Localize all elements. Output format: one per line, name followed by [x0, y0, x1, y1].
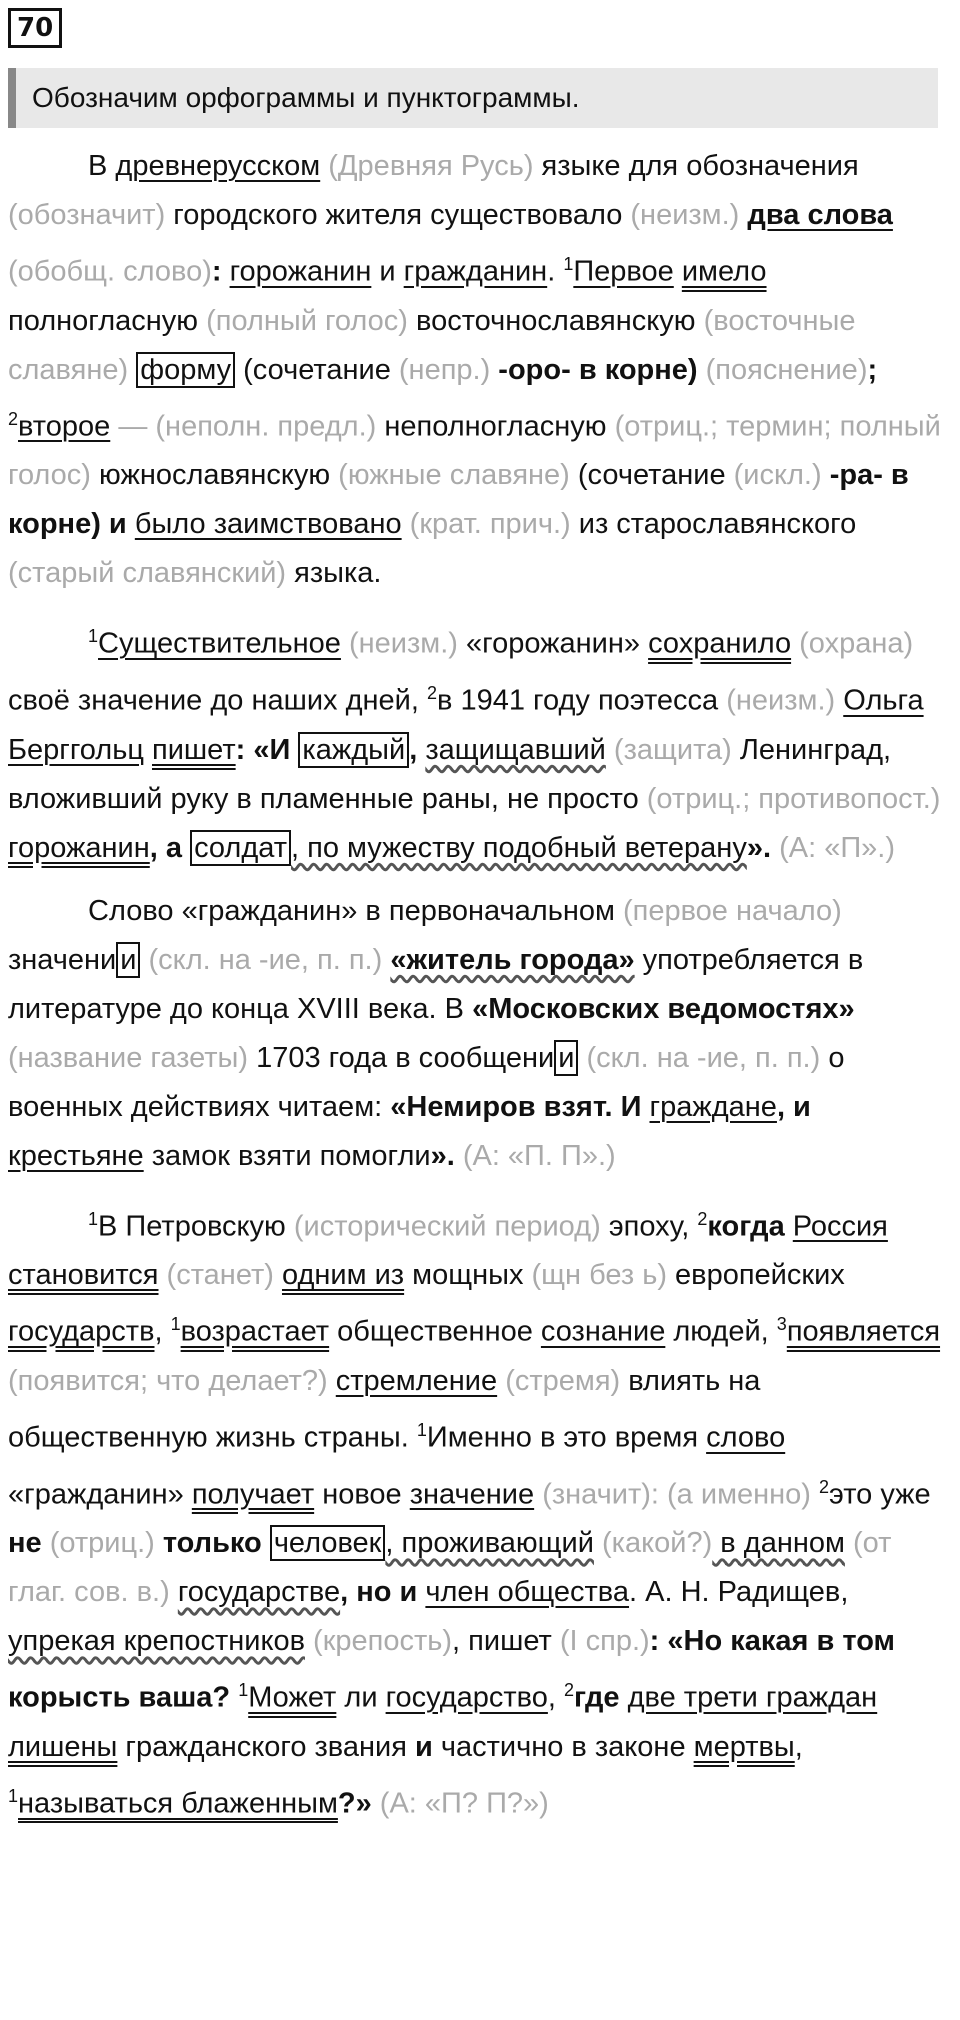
text-segment: только: [162, 1527, 270, 1560]
paragraph-3: [8, 887, 948, 1181]
text-segment: гражданин: [403, 255, 548, 288]
text-segment: две трети граждан: [627, 1681, 878, 1714]
text-segment: стремление: [335, 1364, 498, 1397]
text-segment: (охрана): [791, 627, 914, 660]
text-segment: 1: [563, 254, 574, 274]
text-segment: «горожанин»: [457, 627, 649, 660]
text-segment: (скл. на -ие, п. п.): [140, 943, 383, 976]
text-segment: употребляется в литературе до конца XVIII века. В: [8, 943, 864, 1025]
text-segment: слово: [706, 1421, 786, 1454]
text-segment: второе: [18, 410, 111, 443]
text-segment: [155, 1527, 163, 1559]
exercise-page: [8, 8, 948, 1829]
text-segment: [144, 734, 152, 766]
paragraph-4: [8, 1195, 948, 1829]
text-segment: 2: [564, 1680, 575, 1701]
text-segment: (Древняя Русь): [320, 150, 534, 182]
text-segment: частично в законе: [432, 1730, 694, 1763]
text-segment: горожанин: [8, 831, 150, 864]
text-segment: государстве: [177, 1576, 341, 1609]
text-segment: -ра- в корне): [8, 459, 909, 541]
text-segment: это уже: [829, 1478, 931, 1511]
text-segment: языке для обозначения: [533, 150, 859, 182]
text-segment: европейских: [667, 1259, 845, 1292]
text-segment: когда: [707, 1210, 793, 1243]
text-segment: (какой?): [593, 1527, 713, 1560]
text-segment: 2: [8, 408, 19, 429]
text-segment: Ленинград, вложивший руку в пламенные раны, не просто: [8, 733, 892, 815]
text-segment: (крат. прич.): [401, 508, 571, 541]
text-segment: ,: [794, 1730, 803, 1763]
text-segment: солдат: [190, 830, 291, 866]
text-segment: Существительное: [98, 627, 341, 660]
text-segment: , пишет: [452, 1625, 560, 1658]
text-segment: из старославянского: [570, 508, 857, 541]
text-segment: 3: [776, 1314, 787, 1335]
text-segment: 1: [416, 1419, 427, 1440]
text-segment: (неизм.): [726, 684, 836, 717]
text-segment: новое: [314, 1478, 410, 1511]
text-segment: пишет: [152, 733, 236, 766]
text-segment: было заимствовано: [134, 508, 402, 541]
text-segment: древнерусском: [115, 150, 321, 182]
text-segment: , а: [149, 831, 191, 864]
text-segment: (неизм.): [630, 199, 740, 231]
text-segment: неполногласную: [376, 410, 615, 443]
text-segment: (скл. на -ие, п. п.): [578, 1041, 821, 1074]
text-segment: сохранило: [648, 627, 792, 660]
text-segment: упрекая крепостников: [8, 1625, 305, 1658]
text-segment: Именно в это время: [426, 1421, 707, 1454]
text-segment: член общества: [425, 1576, 630, 1609]
text-segment: -оро- в корне): [490, 353, 698, 386]
text-segment: государство: [385, 1681, 548, 1714]
text-segment: о военных действиях читаем:: [8, 1041, 845, 1123]
text-segment: людей,: [665, 1315, 777, 1348]
text-segment: имело: [681, 255, 767, 288]
text-segment: В: [88, 150, 116, 182]
text-segment: (восточные славяне): [8, 304, 856, 386]
text-segment: каждый: [298, 732, 409, 768]
text-segment: (непр.): [398, 353, 491, 386]
exercise-number: 70: [8, 8, 62, 48]
text-segment: 2: [697, 1208, 708, 1229]
text-segment: получает: [191, 1478, 315, 1511]
text-segment: [170, 1576, 178, 1608]
text-segment: значение: [409, 1478, 535, 1511]
text-segment: (А: «П. П».): [462, 1139, 616, 1172]
text-segment: (исторический период): [293, 1210, 601, 1243]
text-segment: 1: [8, 1785, 19, 1806]
text-segment: «гражданин»: [8, 1478, 192, 1511]
text-segment: (появится; что делает?): [8, 1364, 328, 1397]
text-segment: 1: [170, 1314, 181, 1335]
text-segment: ,: [547, 1681, 564, 1714]
text-segment: (искл.): [733, 459, 822, 492]
text-segment: человек: [270, 1525, 386, 1561]
text-segment: эпоху,: [600, 1210, 698, 1243]
text-segment: Ольга Берггольц: [8, 684, 924, 766]
text-segment: полногласную: [8, 304, 207, 337]
text-segment: значени: [8, 943, 117, 976]
text-segment: 1: [88, 1208, 99, 1229]
text-segment: (пояснение): [697, 353, 868, 386]
text-segment: . А. Н. Радищев,: [629, 1576, 849, 1609]
text-segment: 1: [88, 626, 99, 647]
text-segment: ли: [336, 1681, 386, 1714]
text-segment: : «И: [235, 733, 299, 766]
text-segment: появляется: [786, 1315, 941, 1348]
text-segment: защищавший: [425, 733, 606, 766]
text-segment: (отриц.; противопост.): [646, 782, 941, 815]
text-segment: (отриц.; термин; полный голос): [8, 410, 941, 492]
text-segment: в 1941 году поэтесса: [437, 684, 727, 717]
text-segment: одним из: [281, 1259, 405, 1292]
text-segment: общественное: [329, 1315, 541, 1348]
text-segment: (А: «П? П?»): [371, 1787, 549, 1820]
text-segment: ,: [409, 733, 426, 766]
text-segment: : (а именно): [650, 1478, 820, 1511]
text-segment: и: [414, 1730, 433, 1763]
text-segment: (станет): [158, 1259, 274, 1292]
text-segment: 2: [819, 1476, 830, 1497]
text-segment: гражданского звания: [117, 1730, 415, 1763]
text-segment: Слово «гражданин» в первоначальном: [88, 894, 623, 927]
text-segment: Первое: [573, 255, 674, 288]
text-segment: и: [371, 255, 404, 288]
text-segment: (неизм.): [340, 627, 458, 660]
text-segment: городского жителя существовало: [165, 199, 631, 231]
text-segment: (первое начало): [622, 894, 842, 927]
text-segment: не: [8, 1527, 42, 1560]
text-segment: (обобщ. слово): [8, 255, 212, 288]
text-segment: граждане: [649, 1090, 777, 1123]
text-segment: и: [116, 942, 140, 978]
text-segment: возрастает: [180, 1315, 330, 1348]
text-segment: ?»: [337, 1787, 372, 1820]
text-segment: (южные славяне): [338, 459, 570, 492]
text-segment: государств: [8, 1315, 155, 1348]
text-segment: , проживающий: [385, 1527, 594, 1560]
text-segment: влиять на общественную жизнь страны.: [8, 1364, 761, 1454]
exercise-text: [8, 142, 948, 1829]
text-segment: (неполн. предл.): [155, 410, 377, 443]
text-segment: [328, 1365, 336, 1397]
text-segment: , и: [776, 1090, 811, 1123]
text-segment: , по мужеству подобный ветерану: [291, 831, 747, 864]
paragraph-1: [8, 142, 948, 598]
text-segment: становится: [8, 1259, 159, 1292]
text-segment: (стремя): [497, 1364, 621, 1397]
text-segment: [674, 256, 682, 288]
text-segment: ;: [867, 353, 878, 386]
text-segment: (сочетание: [235, 353, 399, 386]
text-segment: (защита): [605, 733, 732, 766]
text-segment: своё значение до наших дней,: [8, 684, 427, 717]
text-segment: (название газеты): [8, 1041, 249, 1074]
text-segment: (I спр.): [559, 1625, 650, 1658]
text-segment: «Московских ведомостях»: [472, 992, 855, 1025]
text-segment: где: [574, 1681, 628, 1714]
text-segment: мощных: [404, 1259, 532, 1292]
text-segment: (отриц.): [41, 1527, 155, 1560]
text-segment: ».: [746, 831, 780, 864]
text-segment: и: [554, 1040, 578, 1076]
text-segment: 2: [427, 682, 438, 703]
exercise-header: Обозначим орфограммы и пунктограммы.: [8, 68, 938, 128]
text-segment: языка.: [286, 557, 382, 590]
text-segment: лишены: [8, 1730, 118, 1763]
text-segment: (старый славянский): [8, 557, 287, 590]
text-segment: южнославянскую: [90, 459, 339, 492]
paragraph-2: [8, 612, 948, 872]
text-segment: [274, 1259, 282, 1291]
text-segment: и: [100, 508, 135, 541]
text-segment: —: [110, 410, 156, 443]
text-segment: (щн без ь): [531, 1259, 667, 1292]
text-segment: форму: [136, 352, 235, 388]
text-segment: ».: [430, 1139, 463, 1172]
text-segment: .: [547, 255, 564, 288]
text-segment: «житель города»: [390, 943, 635, 976]
text-segment: (сочетание: [569, 459, 734, 492]
text-segment: [128, 354, 136, 386]
text-segment: в данном: [712, 1527, 845, 1560]
text-segment: (значит): [534, 1478, 651, 1511]
text-segment: сознание: [540, 1315, 666, 1348]
text-segment: :: [211, 255, 230, 288]
text-segment: 1: [238, 1680, 249, 1701]
text-segment: «Немиров взят. И: [390, 1090, 650, 1123]
text-segment: Россия: [792, 1210, 888, 1243]
text-segment: замок взяти помогли: [143, 1139, 431, 1172]
text-segment: : «Но какая в том корысть ваша?: [8, 1625, 895, 1714]
text-segment: , но и: [340, 1576, 426, 1609]
text-segment: мертвы: [693, 1730, 795, 1763]
text-segment: ,: [154, 1315, 171, 1348]
text-segment: крестьяне: [8, 1139, 144, 1172]
text-segment: (от глаг. сов. в.): [8, 1527, 892, 1609]
text-segment: горожанин: [229, 255, 372, 288]
text-segment: 1703 года в сообщени: [248, 1041, 555, 1074]
text-segment: два слова: [747, 199, 893, 231]
text-segment: (А: «П».): [779, 831, 896, 864]
text-segment: (обозначит): [8, 199, 166, 231]
text-segment: восточнославянскую: [407, 304, 704, 337]
text-segment: Может: [248, 1681, 337, 1714]
text-segment: называться блаженным: [18, 1787, 338, 1820]
text-segment: В Петровскую: [98, 1210, 294, 1243]
text-segment: (полный голос): [206, 304, 408, 337]
text-segment: (крепость): [305, 1625, 453, 1658]
